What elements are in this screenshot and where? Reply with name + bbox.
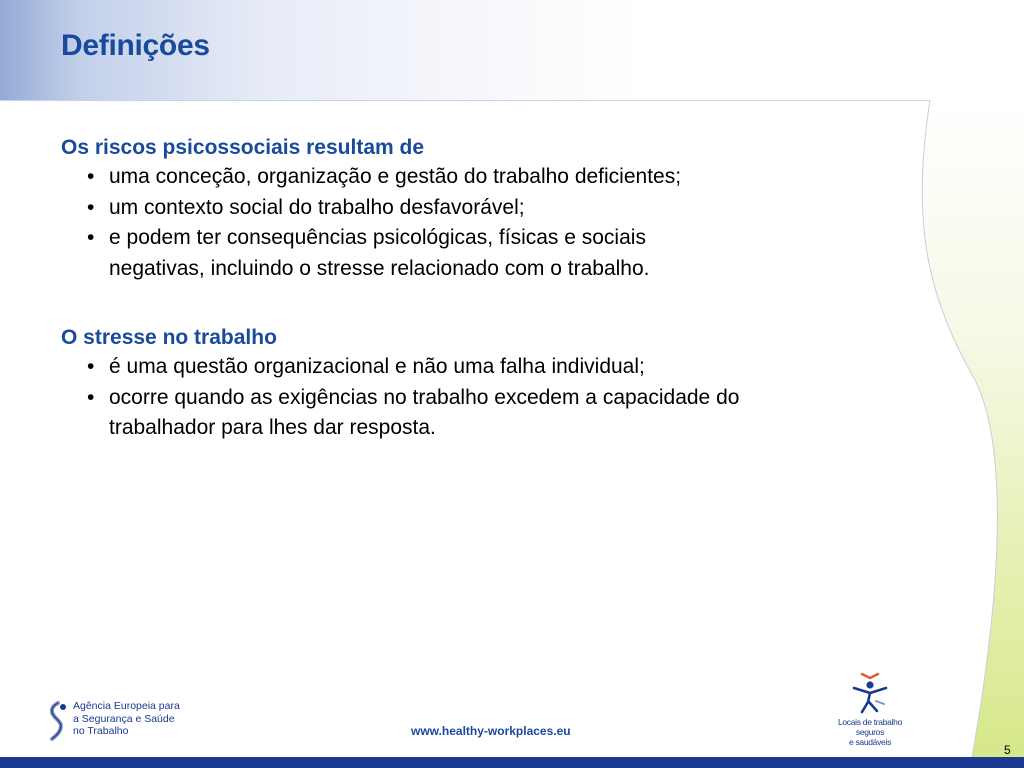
bullet-dot: • <box>87 165 95 188</box>
agency-logo-text <box>73 700 180 738</box>
footer-url: www.healthy-workplaces.eu <box>411 724 571 738</box>
bullet-list <box>61 352 901 444</box>
bullet-dot: • <box>87 195 95 219</box>
bullet-text-continued: trabalhador para lhes dar resposta. <box>109 416 436 439</box>
bullet-text-continued: negativas, incluindo o stresse relacionado com o trabalho. <box>109 256 650 280</box>
bullet-text: um contexto social do trabalho desfavorável; <box>109 195 525 219</box>
section-heading: Os riscos psicossociais resultam de <box>61 136 425 159</box>
section-work-stress <box>61 324 901 444</box>
agency-logo-line: a Segurança e Saúde <box>73 712 175 725</box>
section-heading: O stresse no trabalho <box>61 326 277 349</box>
bullet-item <box>61 223 901 284</box>
bullet-item <box>61 352 901 383</box>
bullet-dot: • <box>87 355 95 378</box>
bullet-dot: • <box>87 226 95 249</box>
agency-logo-line: Agência Europeia para <box>73 700 180 712</box>
agency-logo <box>46 700 196 742</box>
section-psychosocial-risks <box>61 134 901 284</box>
campaign-logo <box>824 670 924 747</box>
bullet-item <box>61 162 901 193</box>
bullet-dot: • <box>87 385 95 409</box>
slide-content <box>61 134 901 444</box>
bullet-text: é uma questão organizacional e não uma falha individual; <box>109 355 645 378</box>
page-number: 5 <box>1004 743 1011 757</box>
campaign-logo-line: e saudáveis <box>848 737 892 747</box>
bullet-item <box>61 193 901 224</box>
bullet-text: uma conceção, organização e gestão do trabalho deficientes; <box>109 165 682 188</box>
campaign-logo-line: Locais de trabalho seguros <box>837 717 903 737</box>
bullet-list <box>61 162 901 284</box>
bullet-text: ocorre quando as exigências no trabalho excedem a capacidade do <box>109 385 740 409</box>
bullet-item <box>61 383 901 444</box>
agency-logo-line: no Trabalho <box>73 725 129 737</box>
bullet-text: e podem ter consequências psicológicas, físicas e sociais <box>109 226 646 249</box>
campaign-logo-text <box>824 717 916 747</box>
campaign-logo-icon <box>824 670 916 716</box>
agency-logo-icon <box>46 701 70 741</box>
slide-title: Definições <box>61 29 210 62</box>
footer-bar <box>0 757 1024 768</box>
